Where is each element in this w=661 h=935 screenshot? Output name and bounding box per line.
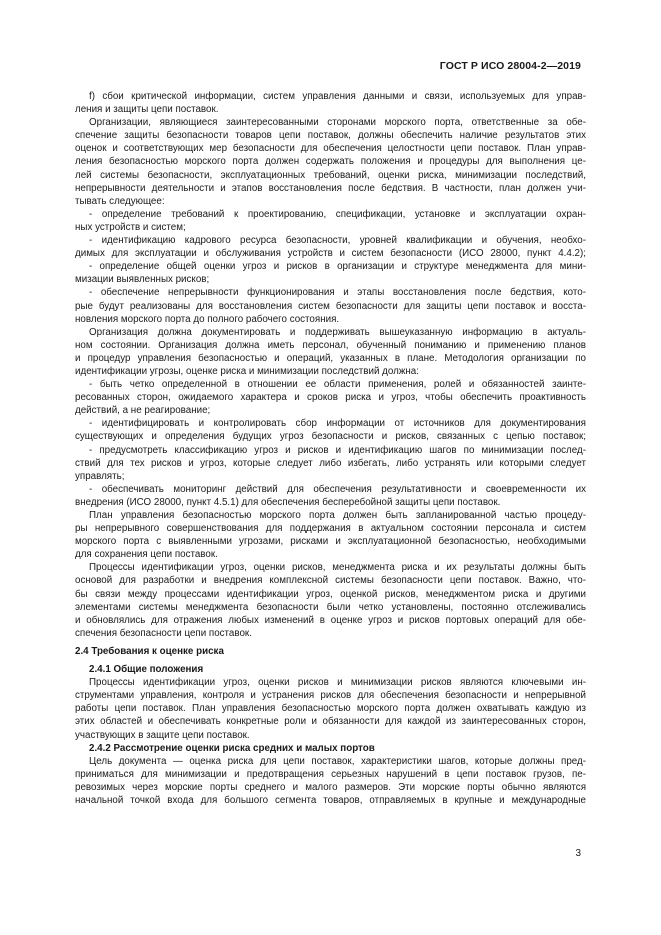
- section-heading: 2.4 Требования к оценке риска: [75, 645, 224, 657]
- section-heading: 2.4.1 Общие положения: [89, 664, 204, 676]
- text-line: План управления безопасностью морского порта должен быть запланированной частью процеду-: [89, 510, 586, 521]
- text-line: элементами системы менеджмента безопасности были четко установлены, постоянно отслеживались: [75, 601, 586, 613]
- text-line: новления морского порта до полного рабочего состояния.: [75, 313, 340, 325]
- text-line: мизации выявленных рисков;: [75, 274, 210, 286]
- section-heading: 2.4.2 Рассмотрение оценки риска средних и малых портов: [89, 742, 375, 754]
- text-line: - быть четко определенной в отношении ее области применения, ролей и обязанностей заинте-: [89, 379, 586, 391]
- text-line: и обновлялись для отражения любых изменений в оценке угроз и рисков портовых операций для обе-: [75, 614, 586, 626]
- text-line: ных устройств и систем;: [75, 221, 186, 233]
- text-line: и процедур управления безопасностью и операций, указанных в плане. Методология организации по: [75, 352, 586, 364]
- text-line: непрерывности деятельности и этапов восстановления после бедствия. В частности, план должен учи-: [75, 182, 586, 194]
- text-line: начальной точкой входа для большого сегмента товаров, отправляемых в крупные и международные: [75, 794, 586, 806]
- text-line: работы цепи поставок. План управления безопасностью морского порта должен охватывать каждую из: [75, 703, 586, 715]
- text-line: спечение защиты безопасности товаров цепи поставок, должны обеспечить наличие результатов этих: [75, 130, 586, 142]
- text-line: струментами управления, контроля и устранения рисков для обеспечения безопасности и непрерывной: [75, 690, 586, 702]
- text-line: тывать следующее:: [75, 195, 165, 207]
- text-line: - предусмотреть классификацию угроз и рисков и идентификацию шагов по минимизации послед-: [89, 444, 586, 456]
- text-line: ры непрерывного совершенствования для поддержания в актуальном состоянии персонала и систем: [75, 523, 586, 535]
- text-line: ревозимых через морские порты среднего и малого размеров. Эти морские порты обычно являются: [75, 781, 586, 793]
- text-line: димых для эксплуатации и обслуживания устройств и систем безопасности (ИСО 28000, пункт 4.4.2);: [75, 248, 586, 260]
- text-line: для сохранения цепи поставок.: [75, 549, 218, 561]
- document-code-header: ГОСТ Р ИСО 28004-2—2019: [439, 60, 581, 72]
- text-line: рые будут реализованы для восстановления систем безопасности для защиты цепи поставок и восста-: [75, 300, 586, 312]
- text-line: действий, а не реагирование;: [75, 405, 211, 417]
- text-line: существующих и определения будущих угроз безопасности и рисков, связанных с цепью поставок;: [75, 431, 586, 443]
- text-line: участвующих в защите цепи поставок.: [75, 729, 250, 741]
- text-line: оценок и соответствующих мер безопасности для обеспечения целостности цепи поставок. План управ-: [75, 143, 586, 155]
- text-line: - идентификацию кадрового ресурса безопасности, уровней квалификации и обучения, необхо-: [89, 235, 586, 247]
- text-line: Цель документа — оценка риска для цепи поставок, характеристики шагов, которые должны пред-: [89, 755, 586, 767]
- text-line: ном состоянии. Организация должна иметь персонал, обученный пониманию и применению планов: [75, 339, 586, 351]
- text-line: приниматься для минимизации и предотвращения серьезных нарушений в цепи поставок грузов, пе-: [75, 768, 586, 780]
- text-line: f) сбои критической информации, систем управления данными и связи, используемых для управ-: [89, 91, 586, 102]
- text-line: - определение общей оценки угроз и рисков в организации и структуре менеджмента для мини-: [89, 261, 586, 273]
- text-line: бы связи между процессами идентификации угроз, оценкой рисков, менеджментом риска и другими: [75, 588, 586, 600]
- page-number: 3: [575, 848, 581, 859]
- text-line: морского порта с выявленными угрозами, рисками и эксплуатационной безопасностью, необходимыми: [75, 536, 586, 548]
- text-line: управлять;: [75, 470, 125, 482]
- text-line: внедрения (ИСО 28000, пункт 4.5.1) для обеспечения бесперебойной защиты цепи поставок.: [75, 496, 501, 508]
- text-line: Организация должна документировать и поддерживать вышеуказанную информацию в актуаль-: [89, 326, 586, 338]
- text-line: идентификации угрозы, оценке риска и минимизации последствий должна:: [75, 365, 419, 377]
- text-line: ресованных сторон, ожидаемого характера и сроков риска и угроз, чтобы обеспечить проактивность: [75, 392, 586, 404]
- text-line: - определение требований к проектированию, спецификации, установке и эксплуатации охран-: [89, 208, 586, 220]
- text-line: Процессы идентификации угроз, оценки рисков, менеджмента риска и их результаты должны быть: [89, 562, 586, 574]
- text-line: Организации, являющиеся заинтересованными сторонами морского порта, ответственные за обе-: [89, 117, 586, 129]
- text-line: основой для разработки и внедрения комплексной системы безопасности цепи поставок. Важно, что-: [75, 575, 586, 587]
- text-line: ления и защиты цепи поставок.: [75, 104, 219, 116]
- text-line: лей системы безопасности, эксплуатационных требований, оценки риска, минимизации последствий,: [75, 169, 586, 181]
- text-line: - обеспечение непрерывности функционирования и этапы восстановления после бедствия, кото-: [89, 287, 586, 299]
- text-line: спечения безопасности цепи поставок.: [75, 627, 252, 639]
- text-line: ствий для тех рисков и угроз, которые следует либо избегать, либо устранять или которыми следует: [75, 457, 586, 469]
- text-line: этих областей и обеспечивать конкретные роли и обязанности для каждой из заинтересованных сторон,: [75, 716, 586, 728]
- text-line: ления безопасностью морского порта должен содержать положения и процедуры для выполнения це-: [75, 156, 586, 168]
- text-line: - идентифицировать и контролировать сбор информации от источников для документирования: [89, 418, 586, 430]
- text-line: - обеспечивать мониторинг действий для обеспечения результативности и своевременности их: [89, 483, 586, 495]
- text-line: Процессы идентификации угроз, оценки рисков и минимизации рисков являются ключевыми ин-: [89, 677, 586, 689]
- document-body: [75, 90, 586, 807]
